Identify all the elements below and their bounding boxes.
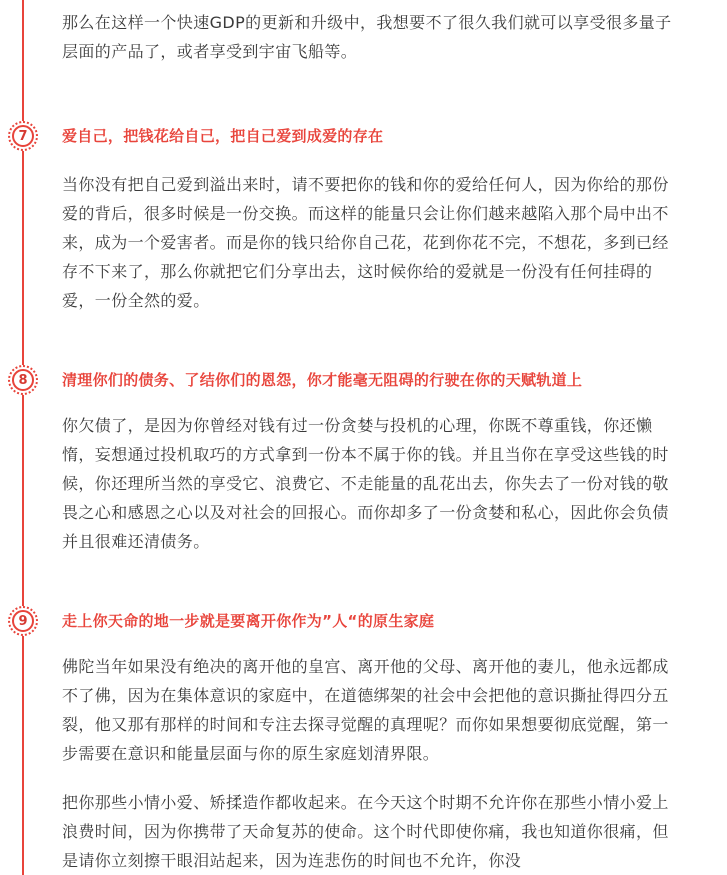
section-8-paragraph: 你欠债了，是因为你曾经对钱有过一份贪婪与投机的心理，你既不尊重钱，你还懒惰，妄想通过投机取巧的方式拿到一份本不属于你的钱。并且当你在享受这些钱的时候，你还理所当然的享受它、浪费它、不走能量的乱花出去，你失去了一份对钱的敬畏之心和感恩之心以及对社会的回报心。而你却多了一份贪婪和私心，因此你会负债并且很难还清债务。 bbox=[62, 416, 669, 551]
intro-paragraph: 那么在这样一个快速GDP的更新和升级中，我想要不了很久我们就可以享受很多量子层面的产品了，或者享受到宇宙飞船等。 bbox=[62, 13, 672, 61]
section-heading-9 bbox=[0, 606, 727, 640]
number-badge-label: 8 bbox=[12, 369, 34, 391]
section-heading-8 bbox=[0, 365, 727, 399]
number-badge-7 bbox=[8, 121, 38, 151]
section-9-paragraph-2: 把你那些小情小爱、矫揉造作都收起来。在今天这个时期不允许你在那些小情小爱上浪费时间，因为你携带了天命复苏的使命。这个时代即使你痛，我也知道你很痛，但是请你立刻擦干眼泪站起来，因为连悲伤的时间也不允许，你没 bbox=[62, 793, 669, 870]
section-title: 清理你们的债务、了结你们的恩怨，你才能毫无阻碍的行驶在你的天赋轨道上 bbox=[62, 371, 583, 389]
number-badge-8 bbox=[8, 365, 38, 395]
section-7-paragraph: 当你没有把自己爱到溢出来时，请不要把你的钱和你的爱给任何人，因为你给的那份爱的背后，很多时候是一份交换。而这样的能量只会让你们越来越陷入那个局中出不来，成为一个爱害者。而是你的钱只给你自己花，花到你花不完，不想花，多到已经存不下来了，那么你就把它们分享出去，这时候你给的爱就是一份没有任何挂碍的爱，一份全然的爱。 bbox=[62, 175, 669, 310]
section-heading-7 bbox=[0, 121, 727, 155]
section-title: 爱自己，把钱花给自己，把自己爱到成爱的存在 bbox=[62, 127, 384, 145]
number-badge-9 bbox=[8, 606, 38, 636]
number-badge-label: 7 bbox=[12, 125, 34, 147]
number-badge-label: 9 bbox=[12, 610, 34, 632]
section-9-paragraph-1: 佛陀当年如果没有绝决的离开他的皇宫、离开他的父母、离开他的妻儿，他永远都成不了佛，因为在集体意识的家庭中，在道德绑架的社会中会把他的意识撕扯得四分五裂，他又那有那样的时间和专注去探寻觉醒的真理呢？而你如果想要彻底觉醒，第一步需要在意识和能量层面与你的原生家庭划清界限。 bbox=[62, 657, 669, 763]
section-title: 走上你天命的地一步就是要离开你作为”人“的原生家庭 bbox=[62, 612, 435, 630]
